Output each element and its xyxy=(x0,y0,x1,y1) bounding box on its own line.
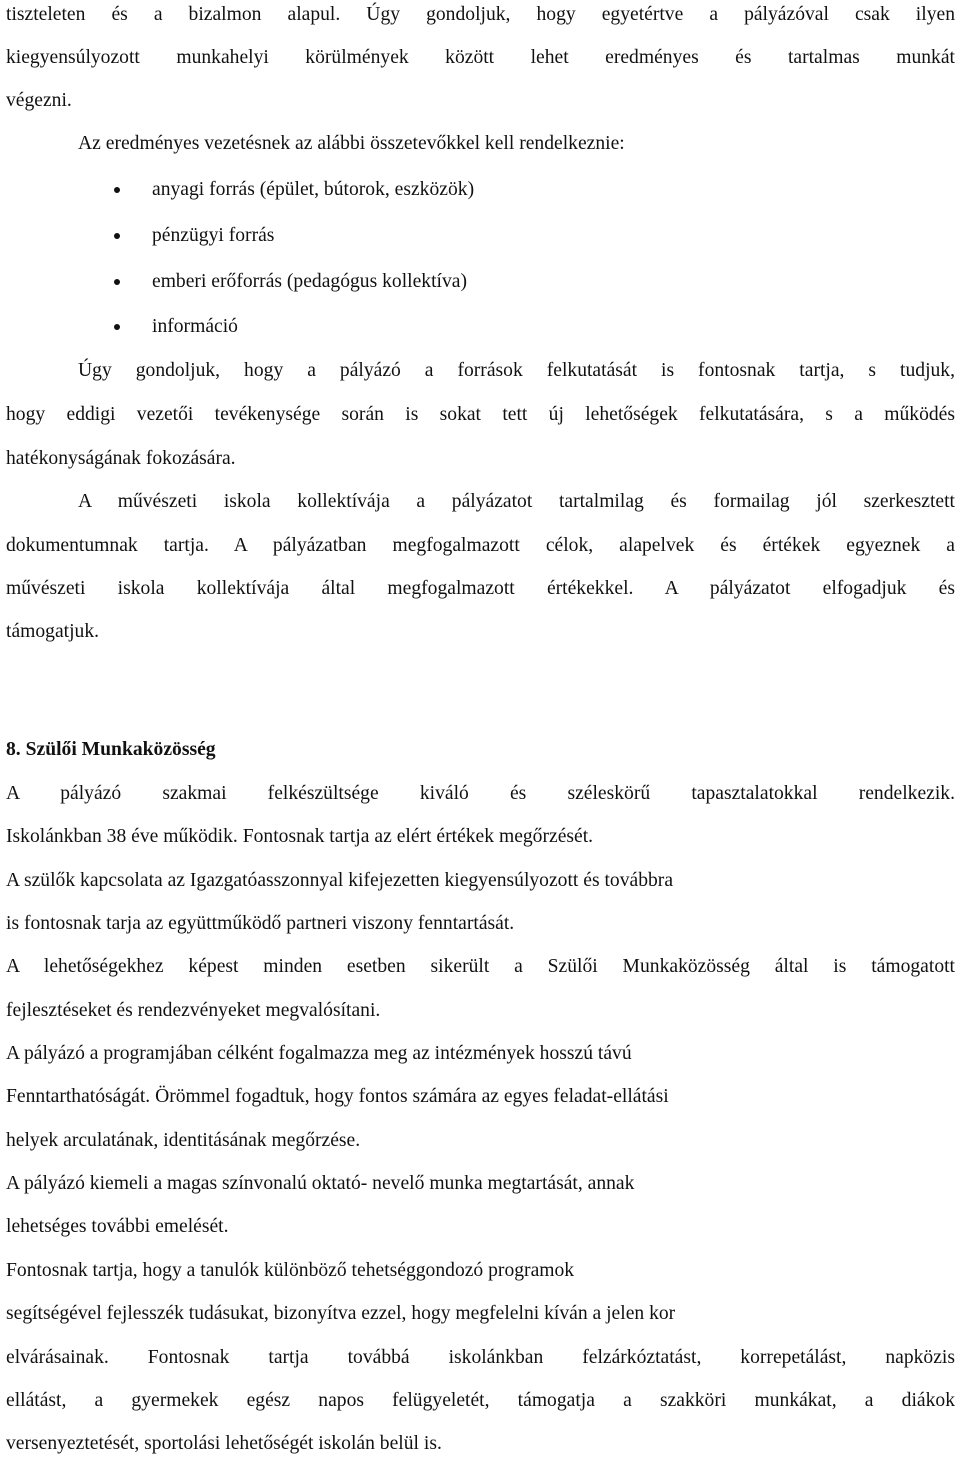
paragraph-line: tiszteleten és a bizalmon alapul. Úgy gondoljuk, hogy egyetértve a pályázóval csak ilyen xyxy=(6,4,955,25)
paragraph-line: végezni. xyxy=(6,90,72,111)
paragraph-line: A pályázó kiemeli a magas színvonalú oktató- nevelő munka megtartását, annak xyxy=(6,1173,635,1194)
paragraph-line: versenyeztetését, sportolási lehetőségét iskolán belül is. xyxy=(6,1433,442,1454)
paragraph-line: elvárásainak. Fontosnak tartja továbbá iskolánkban felzárkóztatást, korrepetálást, napközis xyxy=(6,1347,955,1368)
list-item-text: pénzügyi forrás xyxy=(152,225,275,246)
list-item-text: anyagi forrás (épület, bútorok, eszközök) xyxy=(152,179,475,200)
paragraph-line: helyek arculatának, identitásának megőrzése. xyxy=(6,1130,361,1151)
paragraph-line: kiegyensúlyozott munkahelyi körülmények között lehet eredményes és tartalmas munkát xyxy=(6,47,955,68)
paragraph-line: Iskolánkban 38 éve működik. Fontosnak tartja az elért értékek megőrzését. xyxy=(6,826,594,847)
paragraph-line: A művészeti iskola kollektívája a pályázatot tartalmilag és formailag jól szerkesztett xyxy=(78,491,955,512)
section-heading: 8. Szülői Munkaközösség xyxy=(6,739,216,760)
bullet-icon xyxy=(114,233,120,239)
paragraph-line: hatékonyságának fokozására. xyxy=(6,448,236,469)
paragraph-line: fejlesztéseket és rendezvényeket megvalósítani. xyxy=(6,1000,381,1021)
list-item-text: emberi erőforrás (pedagógus kollektíva) xyxy=(152,271,468,292)
paragraph-line: A lehetőségekhez képest minden esetben sikerült a Szülői Munkaközösség által is támogatott xyxy=(6,956,955,977)
bullet-icon xyxy=(114,187,120,193)
paragraph-line: ellátást, a gyermekek egész napos felügyeletét, támogatja a szakköri munkákat, a diákok xyxy=(6,1390,955,1411)
paragraph-line: művészeti iskola kollektívája által megfogalmazott értékekkel. A pályázatot elfogadjuk és xyxy=(6,578,955,599)
paragraph-line: A pályázó szakmai felkészültsége kiváló és széleskörű tapasztalatokkal rendelkezik. xyxy=(6,783,955,804)
bullet-icon xyxy=(114,279,120,285)
paragraph-line: támogatjuk. xyxy=(6,621,100,642)
list-item-text: információ xyxy=(152,316,238,337)
paragraph-line: A szülők kapcsolata az Igazgatóasszonnyal kifejezetten kiegyensúlyozott és továbbra xyxy=(6,870,674,891)
paragraph-line: dokumentumnak tartja. A pályázatban megfogalmazott célok, alapelvek és értékek egyeznek a xyxy=(6,535,955,556)
paragraph-line: A pályázó a programjában célként fogalmazza meg az intézmények hosszú távú xyxy=(6,1043,632,1064)
components-intro: Az eredményes vezetésnek az alábbi összetevőkkel kell rendelkeznie: xyxy=(78,133,625,154)
paragraph-line: Fenntarthatóságát. Örömmel fogadtuk, hogy fontos számára az egyes feladat-ellátási xyxy=(6,1086,669,1107)
paragraph-line: Úgy gondoljuk, hogy a pályázó a források felkutatását is fontosnak tartja, s tudjuk, xyxy=(78,360,955,381)
paragraph-line: lehetséges további emelését. xyxy=(6,1216,229,1237)
paragraph-line: is fontosnak tarja az együttműködő partneri viszony fenntartását. xyxy=(6,913,515,934)
paragraph-line: hogy eddigi vezetői tevékenysége során is sokat tett új lehetőségek felkutatására, s a működés xyxy=(6,404,955,425)
paragraph-line: Fontosnak tartja, hogy a tanulók különböző tehetséggondozó programok xyxy=(6,1260,575,1281)
paragraph-line: segítségével fejlesszék tudásukat, bizonyítva ezzel, hogy megfelelni kíván a jelen kor xyxy=(6,1303,676,1324)
bullet-icon xyxy=(114,324,120,330)
